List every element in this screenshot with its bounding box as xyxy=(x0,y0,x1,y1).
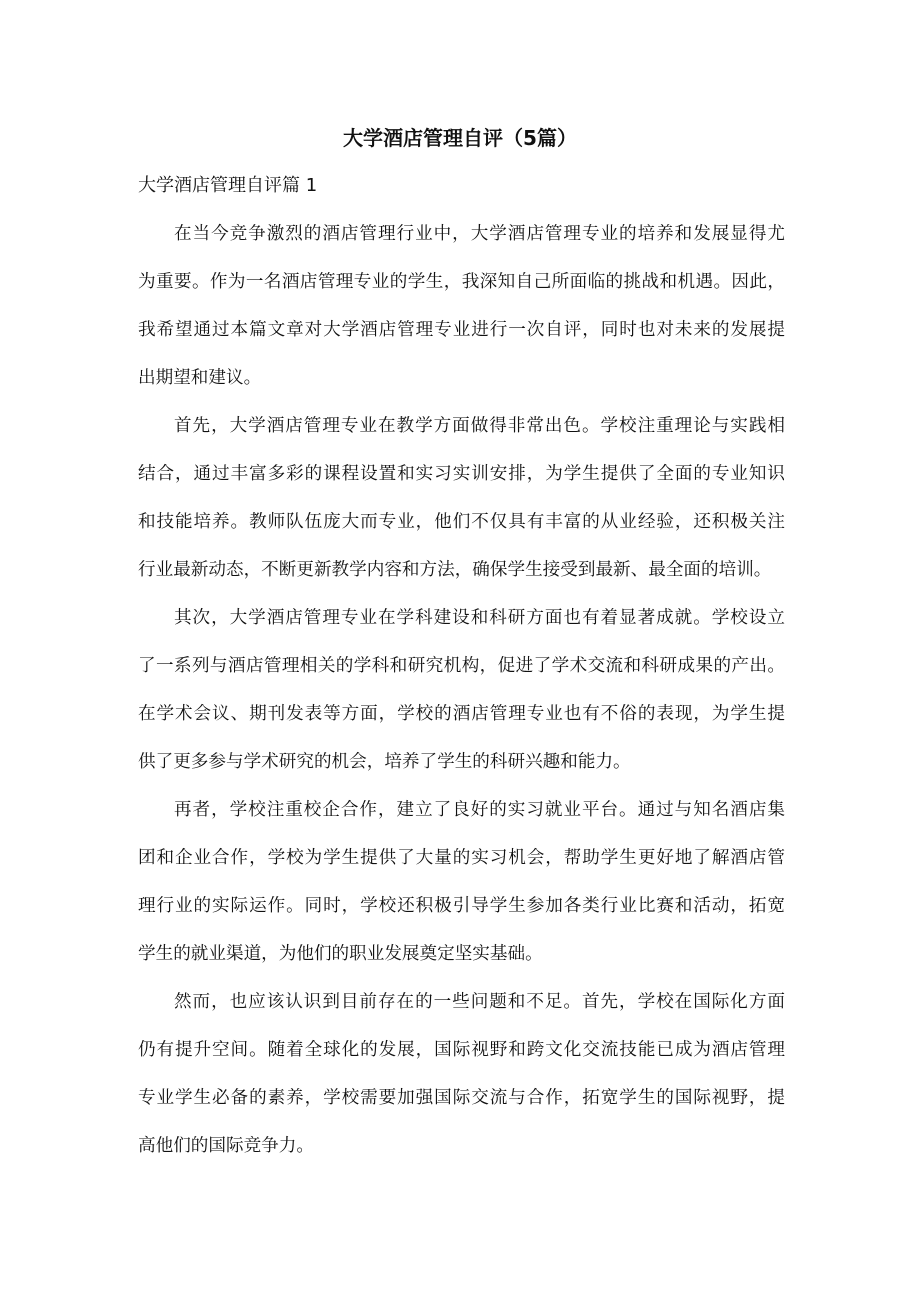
paragraph-line: 行业最新动态，不断更新教学内容和方法，确保学生接受到最新、最全面的培训。 xyxy=(138,560,772,580)
paragraph-line: 理行业的实际运作。同时，学校还积极引导学生参加各类行业比赛和活动，拓宽 xyxy=(138,896,785,916)
paragraph-line: 高他们的国际竞争力。 xyxy=(138,1136,314,1156)
paragraph xyxy=(138,414,785,606)
paragraph-line: 出期望和建议。 xyxy=(138,368,262,388)
paragraph-line: 我希望通过本篇文章对大学酒店管理专业进行一次自评，同时也对未来的发展提 xyxy=(138,320,785,340)
paragraph xyxy=(138,222,785,414)
paragraph-line: 团和企业合作，学校为学生提供了大量的实习机会，帮助学生更好地了解酒店管 xyxy=(138,848,785,868)
paragraph-line: 供了更多参与学术研究的机会，培养了学生的科研兴趣和能力。 xyxy=(138,752,631,772)
paragraph-line: 首先，大学酒店管理专业在教学方面做得非常出色。学校注重理论与实践相 xyxy=(174,416,785,436)
paragraph-line: 在学术会议、期刊发表等方面，学校的酒店管理专业也有不俗的表现，为学生提 xyxy=(138,704,785,724)
paragraph-line: 和技能培养。教师队伍庞大而专业，他们不仅具有丰富的从业经验，还积极关注 xyxy=(138,512,785,532)
paragraph-line: 了一系列与酒店管理相关的学科和研究机构，促进了学术交流和科研成果的产出。 xyxy=(138,656,785,676)
paragraph-line: 再者，学校注重校企合作，建立了良好的实习就业平台。通过与知名酒店集 xyxy=(174,800,785,820)
paragraph-line: 为重要。作为一名酒店管理专业的学生，我深知自己所面临的挑战和机遇。因此， xyxy=(138,272,785,292)
paragraph xyxy=(138,798,785,990)
paragraph-line: 仍有提升空间。随着全球化的发展，国际视野和跨文化交流技能已成为酒店管理 xyxy=(138,1040,785,1060)
paragraph-line: 结合，通过丰富多彩的课程设置和实习实训安排，为学生提供了全面的专业知识 xyxy=(138,464,785,484)
paragraph-line: 然而，也应该认识到目前存在的一些问题和不足。首先，学校在国际化方面 xyxy=(174,992,785,1012)
section-heading: 大学酒店管理自评篇 1 xyxy=(138,175,318,196)
paragraph-line: 在当今竞争激烈的酒店管理行业中，大学酒店管理专业的培养和发展显得尤 xyxy=(174,224,785,244)
paragraph xyxy=(138,990,785,1182)
document-title: 大学酒店管理自评（5篇） xyxy=(343,126,577,150)
paragraph-line: 学生的就业渠道，为他们的职业发展奠定坚实基础。 xyxy=(138,944,543,964)
paragraph-line: 专业学生必备的素养，学校需要加强国际交流与合作，拓宽学生的国际视野，提 xyxy=(138,1088,785,1108)
paragraph-line: 其次，大学酒店管理专业在学科建设和科研方面也有着显著成就。学校设立 xyxy=(174,608,785,628)
document-body xyxy=(138,222,785,1182)
paragraph xyxy=(138,606,785,798)
